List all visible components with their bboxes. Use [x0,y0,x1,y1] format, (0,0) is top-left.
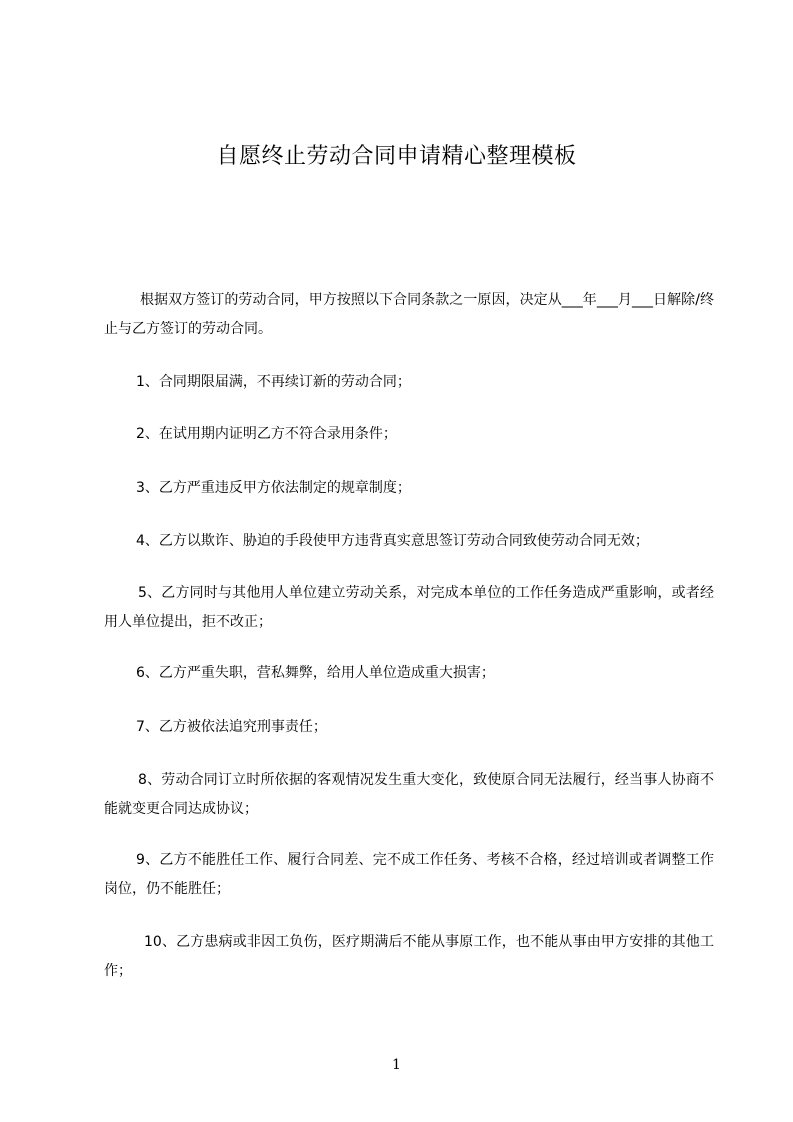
clause-1: 1、合同期限届满，不再续订新的劳动合同； [136,374,411,390]
clause-2: 2、在试用期内证明乙方不符合录用条件； [136,426,397,442]
intro-paragraph: 根据双方签订的劳动合同，甲方按照以下合同条款之一原因，决定从___年___月___日解除/终止与乙方签订的劳动合同。 [104,292,714,337]
clause-8: 8、劳动合同订立时所依据的客观情况发生重大变化，致使原合同无法履行，经当事人协商不能就变更合同达成协议； [104,772,714,817]
document-title: 自愿终止劳动合同申请精心整理模板 [216,144,577,169]
clause-9: 9、乙方不能胜任工作、履行合同差、完不成工作任务、考核不合格，经过培训或者调整工作岗位，仍不能胜任； [104,852,714,897]
clause-6: 6、乙方严重失职，营私舞弊，给用人单位造成重大损害； [136,665,495,681]
clause-5: 5、乙方同时与其他用人单位建立劳动关系，对完成本单位的工作任务造成严重影响，或者经用人单位提出，拒不改正； [104,585,714,630]
clause-3: 3、乙方严重违反甲方依法制定的规章制度； [136,480,411,496]
clause-4: 4、乙方以欺诈、胁迫的手段使甲方违背真实意思签订劳动合同致使劳动合同无效； [136,533,649,549]
clause-10: 10、乙方患病或非因工负伤，医疗期满后不能从事原工作，也不能从事由甲方安排的其他工作； [104,934,714,979]
page-number: 1 [392,1057,401,1073]
clause-7: 7、乙方被依法追究刑事责任； [136,719,327,735]
